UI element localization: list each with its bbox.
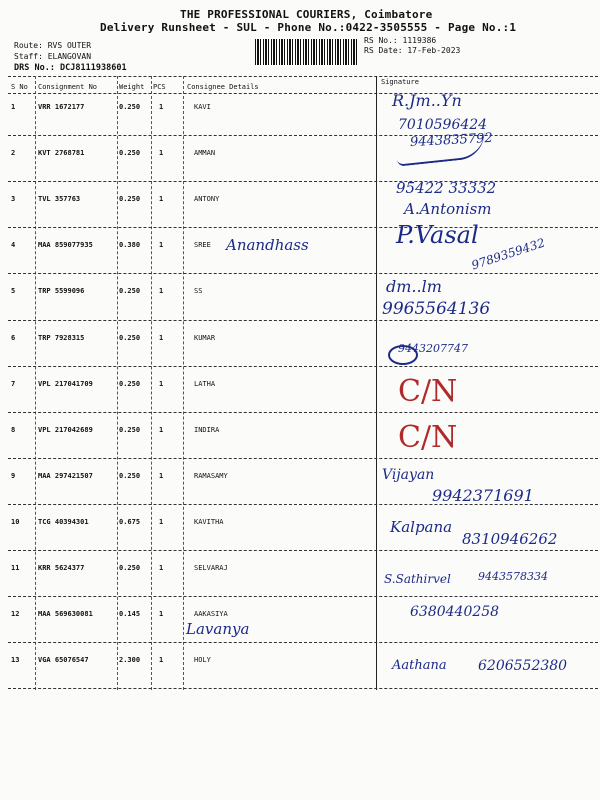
col-header-details: Consignee Details xyxy=(187,83,259,91)
cell-weight: 0.380 xyxy=(119,241,141,250)
drs-number: DRS No.: DCJ8111938601 xyxy=(14,63,127,73)
row-separator xyxy=(8,596,598,597)
col-divider xyxy=(35,76,36,690)
cell-weight: 0.250 xyxy=(119,149,141,158)
signature-text: 6380440258 xyxy=(410,604,500,621)
signature-text: Aathana xyxy=(392,658,447,674)
cell-name: ANTONY xyxy=(194,195,220,204)
cell-name: AMMAN xyxy=(194,149,216,158)
cell-weight: 0.250 xyxy=(119,195,141,204)
signature-text: 9789359432 xyxy=(469,235,547,273)
cell-name: INDIRA xyxy=(194,425,220,434)
col-header-weight: Weight xyxy=(119,83,145,91)
runsheet-subtitle: Delivery Runsheet - SUL - Phone No.:0422-3505555 - Page No.:1 xyxy=(100,21,517,34)
cell-name: SS xyxy=(194,287,203,296)
signature-cn: C/N xyxy=(398,373,458,409)
signature-text: Kalpana xyxy=(390,517,453,536)
cell-sno: 12 xyxy=(11,610,20,619)
signature-text: 9965564136 xyxy=(382,299,491,320)
cell-name: KAVITHA xyxy=(194,517,224,526)
cell-consignment: VRR 1672177 xyxy=(38,103,85,111)
col-divider xyxy=(183,76,184,690)
cell-consignment: MAA 859077935 xyxy=(38,241,93,250)
table-top-rule xyxy=(8,76,598,77)
signature-text: S.Sathirvel xyxy=(384,572,451,586)
signature-text: P.Vasal xyxy=(396,221,479,250)
cell-name: HOLY xyxy=(194,656,211,665)
cell-weight: 0.675 xyxy=(119,517,141,526)
cell-name: SELVARAJ xyxy=(194,564,228,572)
cell-weight: 0.250 xyxy=(119,379,141,388)
cell-sno: 11 xyxy=(11,564,20,572)
handwritten-name: Lavanya xyxy=(186,620,250,639)
col-header-sno: S No xyxy=(11,83,28,91)
cell-pcs: 1 xyxy=(159,195,164,204)
row-separator xyxy=(8,273,598,274)
signature-text: A.Antonism xyxy=(404,200,492,219)
cell-consignment: MAA 297421507 xyxy=(38,471,93,480)
cell-pcs: 1 xyxy=(159,241,164,250)
cell-consignment: KRR 5624377 xyxy=(38,564,85,572)
signature-text: 95422 33332 xyxy=(396,179,497,198)
row-separator xyxy=(8,504,598,505)
cell-weight: 2.300 xyxy=(119,656,141,665)
handwritten-name: Anandhass xyxy=(226,236,309,255)
cell-consignment: VGA 65076547 xyxy=(38,656,89,665)
signature-text: 8310946262 xyxy=(462,529,558,548)
cell-weight: 0.250 xyxy=(119,471,141,480)
cell-pcs: 1 xyxy=(159,610,164,619)
cell-sno: 7 xyxy=(11,379,16,388)
cell-sno: 9 xyxy=(11,471,16,480)
cell-name: RAMASAMY xyxy=(194,471,228,480)
row-separator xyxy=(8,366,598,367)
signature-text: 9443207747 xyxy=(398,341,468,355)
signature-text: 7010596424 xyxy=(398,117,488,133)
rs-date: RS Date: 17-Feb-2023 xyxy=(364,46,461,55)
col-header-pcs: PCS xyxy=(153,83,166,91)
row-separator xyxy=(8,642,598,643)
row-separator xyxy=(8,550,598,551)
cell-consignment: TRP 5599096 xyxy=(38,287,85,296)
row-separator xyxy=(8,181,598,182)
cell-name: SREE xyxy=(194,241,211,250)
cell-name: AAKASIYA xyxy=(194,610,228,619)
signature-col-divider xyxy=(376,76,377,690)
signature-cn: C/N xyxy=(398,419,458,455)
cell-weight: 0.250 xyxy=(119,333,141,342)
cell-pcs: 1 xyxy=(159,287,164,296)
col-divider xyxy=(117,76,118,690)
cell-sno: 2 xyxy=(11,149,16,158)
cell-weight: 0.145 xyxy=(119,610,141,619)
cell-pcs: 1 xyxy=(159,564,164,572)
cell-sno: 3 xyxy=(11,195,16,204)
col-header-signature: Signature xyxy=(381,78,419,86)
cell-name: KAVI xyxy=(194,103,211,111)
staff-label: Staff: ELANGOVAN xyxy=(14,52,92,61)
cell-name: LATHA xyxy=(194,379,216,388)
col-divider xyxy=(151,76,152,690)
cell-consignment: TRP 7928315 xyxy=(38,333,85,342)
signature-text: 9942371691 xyxy=(432,485,534,505)
cell-pcs: 1 xyxy=(159,425,164,434)
cell-sno: 6 xyxy=(11,333,16,342)
cell-sno: 5 xyxy=(11,287,16,296)
signature-text: dm..lm xyxy=(386,277,442,297)
cell-weight: 0.250 xyxy=(119,564,141,572)
signature-text: R.Jm..Yn xyxy=(392,91,462,110)
row-separator xyxy=(8,412,598,413)
table-header-rule xyxy=(8,93,598,94)
cell-consignment: TCG 40394301 xyxy=(38,517,89,526)
cell-sno: 8 xyxy=(11,425,16,434)
cell-pcs: 1 xyxy=(159,333,164,342)
cell-weight: 0.250 xyxy=(119,287,141,296)
signature-scribble xyxy=(388,345,418,365)
cell-pcs: 1 xyxy=(159,103,164,111)
cell-sno: 13 xyxy=(11,656,20,665)
cell-consignment: TVL 357763 xyxy=(38,195,81,204)
cell-pcs: 1 xyxy=(159,656,164,665)
cell-pcs: 1 xyxy=(159,517,164,526)
cell-sno: 1 xyxy=(11,103,16,111)
cell-sno: 4 xyxy=(11,241,16,250)
row-separator xyxy=(8,227,598,228)
cell-weight: 0.250 xyxy=(119,103,141,111)
signature-text: 6206552380 xyxy=(478,658,568,675)
row-separator xyxy=(8,688,598,689)
cell-pcs: 1 xyxy=(159,149,164,158)
rs-number: RS No.: 1119386 xyxy=(364,36,437,45)
signature-text: 9443835792 xyxy=(409,130,494,151)
cell-pcs: 1 xyxy=(159,379,164,388)
row-separator xyxy=(8,320,598,321)
cell-weight: 0.250 xyxy=(119,425,141,434)
barcode xyxy=(255,39,358,65)
route-label: Route: RVS OUTER xyxy=(14,41,92,50)
company-title: THE PROFESSIONAL COURIERS, Coimbatore xyxy=(180,8,433,21)
cell-pcs: 1 xyxy=(159,471,164,480)
signature-text: 9443578334 xyxy=(478,570,548,583)
cell-consignment: KVT 2768781 xyxy=(38,149,85,158)
cell-name: KUMAR xyxy=(194,333,216,342)
signature-text: Vijayan xyxy=(382,466,435,483)
cell-consignment: MAA 569630081 xyxy=(38,610,93,619)
cell-consignment: VPL 217041709 xyxy=(38,379,93,388)
col-header-consignment: Consignment No xyxy=(38,83,98,91)
cell-sno: 10 xyxy=(11,517,20,526)
cell-consignment: VPL 217042689 xyxy=(38,425,93,434)
row-separator xyxy=(8,135,598,136)
row-separator xyxy=(8,458,598,459)
